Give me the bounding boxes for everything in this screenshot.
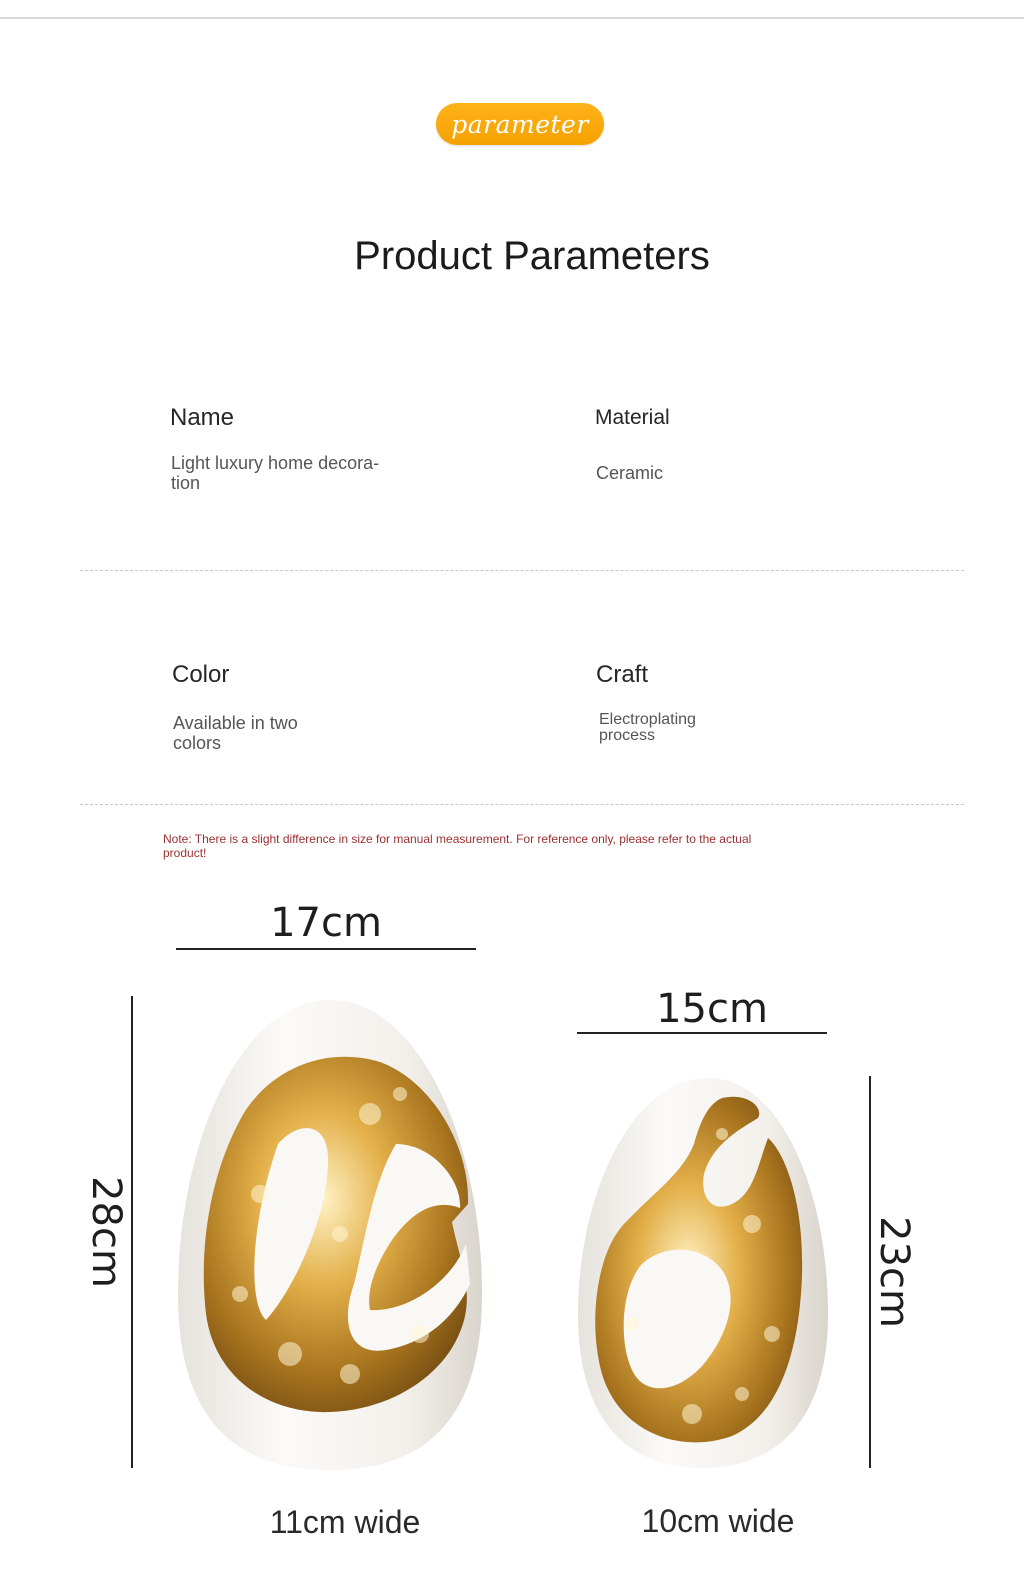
color-value	[173, 713, 298, 753]
material-value: Ceramic	[596, 463, 664, 483]
measurement-note-line2: product!	[163, 846, 207, 860]
row-divider-2	[80, 804, 964, 805]
name-value-line2: tion	[171, 473, 201, 493]
large-sculpture-image	[170, 994, 490, 1476]
craft-label: Craft	[596, 661, 649, 688]
small-height-label: 23cm	[871, 1216, 917, 1328]
parameter-badge	[436, 103, 604, 145]
page-title: Product Parameters	[354, 234, 710, 278]
row-divider-1	[80, 570, 964, 571]
measurement-note	[163, 832, 823, 860]
name-value-line1: Light luxury home decora-	[171, 453, 380, 473]
craft-value-line2: process	[599, 727, 656, 744]
color-label: Color	[172, 661, 230, 688]
small-width-line	[577, 1032, 827, 1034]
top-divider	[0, 17, 1024, 19]
color-value-line1: Available in two	[173, 713, 298, 733]
name-value	[171, 453, 379, 493]
large-width-label: 17cm	[270, 900, 382, 946]
large-height-label: 28cm	[83, 1176, 129, 1288]
color-value-line2: colors	[173, 733, 222, 753]
large-height-line	[131, 996, 133, 1468]
small-depth-label: 10cm wide	[641, 1503, 795, 1539]
craft-value	[599, 712, 696, 744]
large-width-line	[176, 948, 476, 950]
small-width-label: 15cm	[656, 986, 768, 1032]
small-sculpture-image	[572, 1074, 834, 1474]
parameter-badge-label: parameter	[451, 109, 589, 139]
material-label: Material	[595, 406, 670, 429]
craft-value-line1: Electroplating	[599, 711, 696, 728]
large-depth-label: 11cm wide	[269, 1504, 421, 1540]
measurement-note-line1: Note: There is a slight difference in size for manual measurement. For reference only, please refer to the actual	[163, 832, 752, 846]
name-label: Name	[170, 404, 235, 431]
